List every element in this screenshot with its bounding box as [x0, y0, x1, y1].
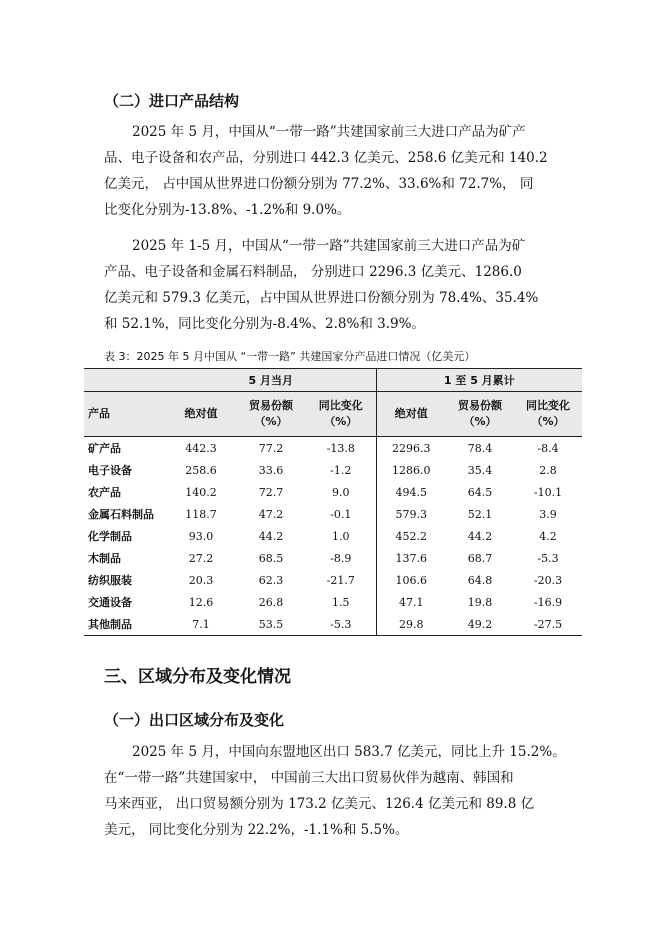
- may-absolute-cell: 12.6: [188, 595, 214, 609]
- may-change-cell: -1.2: [330, 463, 352, 477]
- may-change-cell: -21.7: [326, 573, 355, 587]
- table-row: [84, 613, 582, 636]
- ytd-share-cell: 64.5: [467, 485, 493, 499]
- column-header-product: 产品: [84, 392, 166, 437]
- product-name-cell: 金属石料制品: [88, 508, 154, 521]
- may-absolute-cell: 93.0: [188, 529, 214, 543]
- paragraph-line: 和 52.1%，同比变化分别为-8.4%、2.8%和 3.9%。: [104, 316, 425, 332]
- table-row: [84, 459, 582, 481]
- ytd-share-cell: 19.8: [467, 595, 493, 609]
- product-name-cell: 其他制品: [84, 613, 166, 636]
- may-change-cell: 9.0: [332, 485, 350, 499]
- may-share-cell: 44.2: [258, 529, 284, 543]
- import-by-product-table: [84, 368, 582, 636]
- table-row: [84, 525, 582, 547]
- ytd-change-cell: 2.8: [539, 463, 557, 477]
- paragraph-line: 2025 年 5 月，中国向东盟地区出口 583.7 亿美元，同比上升 15.2%。: [132, 744, 566, 760]
- may-change-cell: 1.5: [332, 595, 350, 609]
- product-name-cell: 木制品: [88, 552, 121, 565]
- product-name-cell: 矿产品: [88, 442, 121, 455]
- may-share-cell: 47.2: [258, 507, 284, 521]
- paragraph-line: 2025 年 1-5 月，中国从“一带一路”共建国家前三大进口产品为矿: [132, 238, 526, 254]
- may-change-cell: -0.1: [330, 507, 352, 521]
- table-row: [84, 503, 582, 525]
- table-group-header-row: [84, 369, 582, 392]
- paragraph-line: 亿美元和 579.3 亿美元，占中国从世界进口份额分别为 78.4%、35.4%: [104, 290, 539, 306]
- may-absolute-cell: 258.6: [185, 463, 217, 477]
- ytd-change-cell: 4.2: [539, 529, 557, 543]
- column-header-change-ytd: 同比变化 （%）: [514, 392, 582, 437]
- table-row: [84, 591, 582, 613]
- export-region-subheading: （一）出口区域分布及变化: [104, 711, 285, 729]
- ytd-change-cell: -5.3: [537, 551, 559, 565]
- empty-header-cell: [84, 369, 166, 392]
- column-header-absolute-ytd: 绝对值: [376, 392, 446, 437]
- ytd-share-cell: 49.2: [446, 613, 514, 636]
- column-header-share-ytd: 贸易份额 （%）: [446, 392, 514, 437]
- may-change-cell: -5.3: [306, 613, 376, 636]
- ytd-absolute-cell: 2296.3: [376, 437, 446, 460]
- table-caption: 表 3：2025 年 5 月中国从 “一带一路” 共建国家分产品进口情况（亿美元）: [104, 350, 476, 363]
- import-may-paragraph: [104, 119, 574, 223]
- may-absolute-cell: 27.2: [188, 551, 214, 565]
- product-name-cell: 化学制品: [88, 530, 132, 543]
- ytd-change-cell: -16.9: [533, 595, 563, 609]
- column-header-change: 同比变化 （%）: [306, 392, 376, 437]
- ytd-absolute-cell: 106.6: [376, 569, 446, 591]
- ytd-change-cell: -8.4: [537, 441, 559, 455]
- product-name-cell: 纺织服装: [88, 574, 132, 587]
- import-structure-heading: （二）进口产品结构: [104, 92, 240, 110]
- column-header-absolute: 绝对值: [166, 392, 236, 437]
- ytd-absolute-cell: 452.2: [376, 525, 446, 547]
- paragraph-line: 品、电子设备和农产品，分别进口 442.3 亿美元、258.6 亿美元和 140.2: [104, 150, 548, 166]
- may-change-cell: -8.9: [330, 551, 352, 565]
- may-absolute-cell: 118.7: [185, 507, 217, 521]
- may-share-cell: 68.5: [258, 551, 284, 565]
- paragraph-line: 比变化分别为-13.8%、-1.2%和 9.0%。: [104, 202, 351, 218]
- table-row: [84, 481, 582, 503]
- ytd-absolute-cell: 29.8: [376, 613, 446, 636]
- product-name-cell: 农产品: [88, 486, 121, 499]
- may-absolute-cell: 20.3: [188, 573, 214, 587]
- ytd-share-cell: 68.7: [467, 551, 493, 565]
- ytd-absolute-cell: 494.5: [376, 481, 446, 503]
- paragraph-line: 2025 年 5 月，中国从“一带一路”共建国家前三大进口产品为矿产: [132, 124, 526, 140]
- may-share-cell: 33.6: [258, 463, 284, 477]
- paragraph-line: 马来西亚， 出口贸易额分别为 173.2 亿美元、126.4 亿美元和 89.8 亿: [104, 796, 535, 812]
- may-absolute-cell: 442.3: [185, 441, 217, 455]
- table-row: [84, 569, 582, 591]
- ytd-change-cell: -20.3: [533, 573, 563, 587]
- ytd-share-cell: 78.4: [467, 441, 493, 455]
- ytd-change-cell: -27.5: [514, 613, 582, 636]
- may-absolute-cell: 140.2: [185, 485, 217, 499]
- table-row: [84, 547, 582, 569]
- may-absolute-cell: 7.1: [166, 613, 236, 636]
- may-share-cell: 72.7: [258, 485, 284, 499]
- ytd-absolute-cell: 1286.0: [376, 459, 446, 481]
- ytd-share-cell: 64.8: [467, 573, 493, 587]
- may-share-cell: 26.8: [258, 595, 284, 609]
- ytd-share-cell: 35.4: [467, 463, 493, 477]
- ytd-share-cell: 44.2: [467, 529, 493, 543]
- table-body: [84, 437, 582, 636]
- paragraph-line: 亿美元， 占中国从世界进口份额分别为 77.2%、33.6%和 72.7%， 同: [104, 176, 534, 192]
- may-share-cell: 53.5: [236, 613, 306, 636]
- paragraph-line: 产品、电子设备和金属石料制品， 分别进口 2296.3 亿美元、1286.0: [104, 264, 522, 280]
- column-header-share: 贸易份额 （%）: [236, 392, 306, 437]
- ytd-share-cell: 52.1: [467, 507, 493, 521]
- ytd-change-cell: 3.9: [539, 507, 557, 521]
- may-share-cell: 62.3: [258, 573, 284, 587]
- export-region-paragraph: [104, 739, 574, 843]
- ytd-absolute-cell: 47.1: [376, 591, 446, 613]
- ytd-change-cell: -10.1: [533, 485, 563, 499]
- paragraph-line: 美元， 同比变化分别为 22.2%，-1.1%和 5.5%。: [104, 822, 409, 838]
- import-ytd-paragraph: [104, 233, 574, 337]
- region-section-heading: 三、区域分布及变化情况: [104, 667, 291, 687]
- group-header-ytd: 1 至 5 月累计: [376, 369, 582, 392]
- table-row: [84, 437, 582, 460]
- may-share-cell: 77.2: [258, 441, 284, 455]
- may-change-cell: -13.8: [326, 441, 355, 455]
- table-column-header-row: [84, 392, 582, 437]
- ytd-absolute-cell: 137.6: [376, 547, 446, 569]
- product-name-cell: 交通设备: [88, 596, 132, 609]
- paragraph-line: 在“一带一路”共建国家中， 中国前三大出口贸易伙伴为越南、韩国和: [104, 770, 514, 786]
- group-header-may: 5 月当月: [166, 369, 376, 392]
- ytd-absolute-cell: 579.3: [376, 503, 446, 525]
- product-name-cell: 电子设备: [88, 464, 132, 477]
- may-change-cell: 1.0: [332, 529, 350, 543]
